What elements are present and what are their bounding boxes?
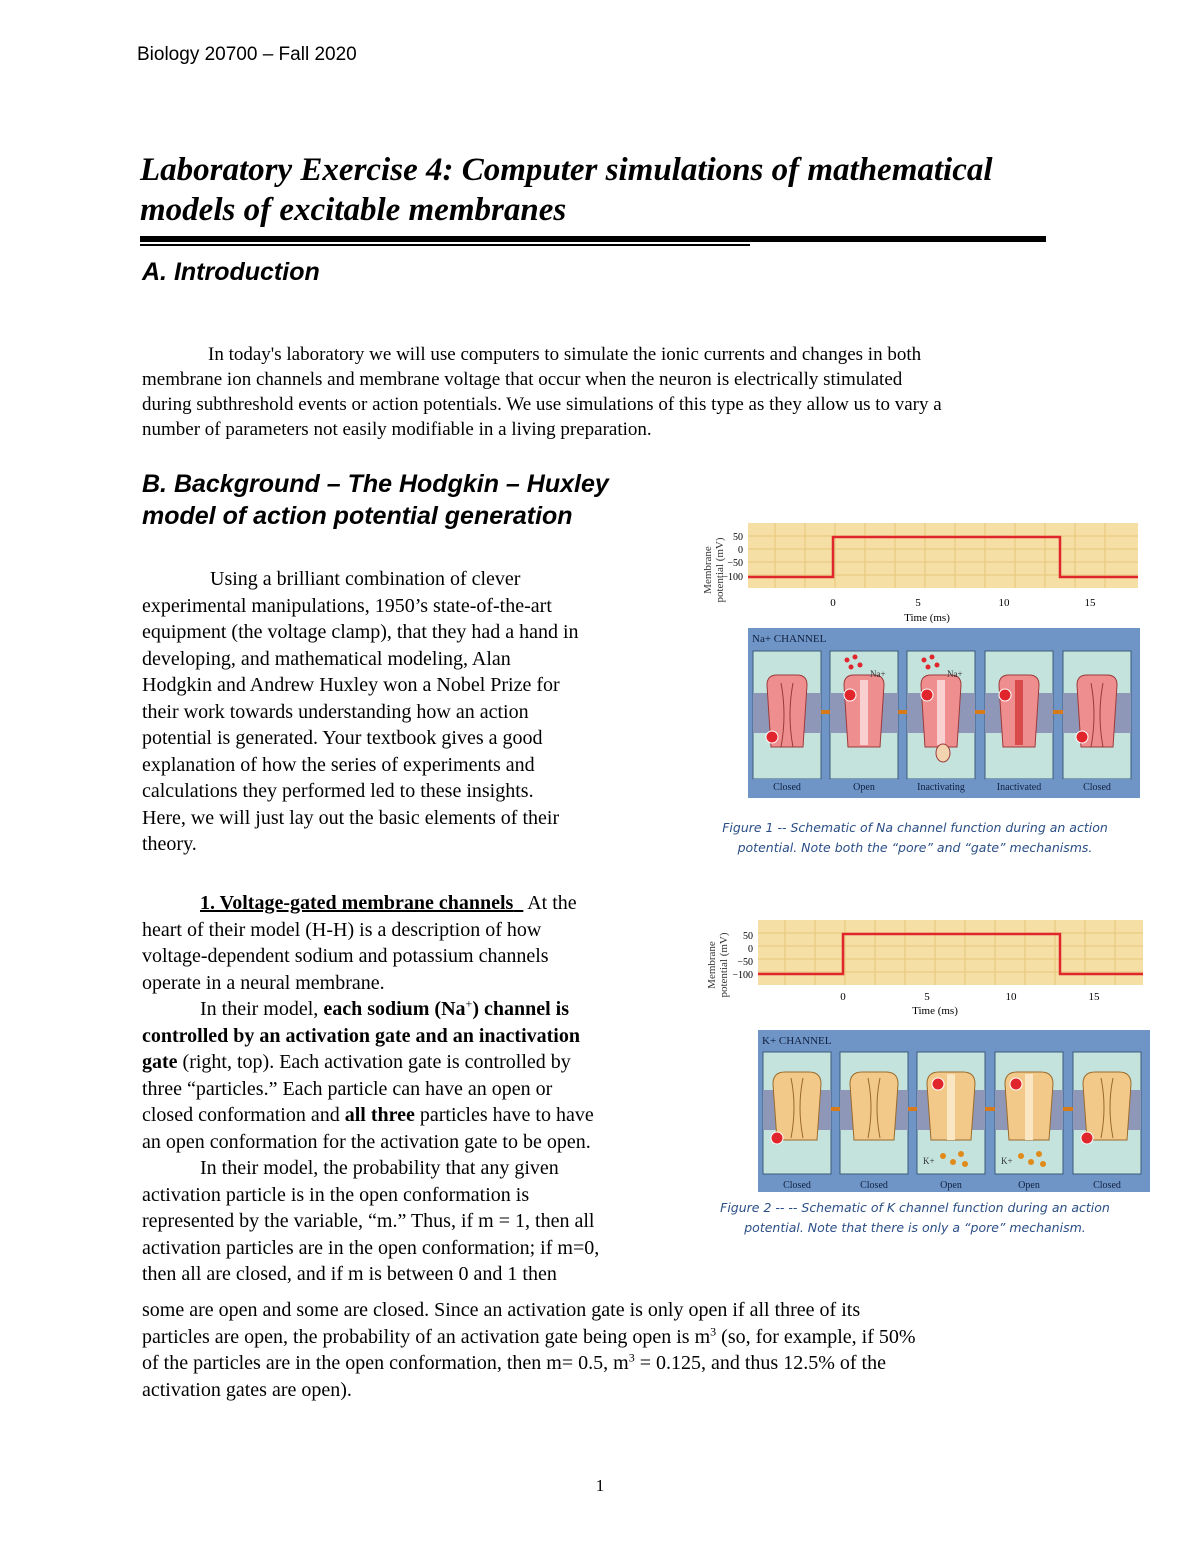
bold-fragment: gate (142, 1051, 178, 1073)
figure-1-na-channel (685, 515, 1155, 805)
text-line: represented by the variable, “m.” Thus, if m = 1, then all (142, 1210, 595, 1232)
superscript: + (465, 996, 473, 1011)
text-line: Here, we will just lay out the basic elements of their (142, 806, 560, 829)
caption-line: Figure 1 -- Schematic of Na channel function during an action (722, 820, 1108, 835)
xtick-label: 15 (1084, 597, 1096, 609)
text-line: an open conformation for the activation gate to be open. (142, 1130, 591, 1153)
text-line: then all are closed, and if m is between 0 and 1 then (142, 1263, 557, 1285)
text-fragment: closed conformation and (142, 1104, 345, 1126)
ylabel-line-1: Membrane (706, 941, 718, 989)
section-b-heading-line-1: B. Background – The Hodgkin – Huxley (142, 470, 609, 498)
channel-state-inactivating (907, 651, 975, 793)
text-fragment: In their model, (200, 998, 324, 1020)
xtick-label: 10 (1005, 991, 1017, 1003)
text-line: In their model, the probability that any given (200, 1157, 559, 1179)
text-line (142, 1324, 1102, 1351)
subsection-1-underline-gap (513, 892, 523, 914)
text-line: three “particles.” Each particle can have an open or (142, 1077, 553, 1100)
text-fragment: particles have to have (414, 1104, 594, 1126)
channel-state-open (917, 1052, 985, 1191)
caption-line: Figure 2 -- -- Schematic of K channel function during an action (720, 1200, 1110, 1215)
text-line: controlled by an activation gate and an inactivation (142, 1024, 580, 1047)
text-fragment: particles are open, the probability of an activation gate being open is m (142, 1325, 711, 1348)
text-line: their work towards understanding how an action (142, 700, 529, 723)
text-line: heart of their model (H-H) is a description of how (142, 918, 542, 941)
text-line: operate in a neural membrane. (142, 971, 385, 994)
subsection-1-continuation: At the (523, 892, 577, 914)
caption-line: potential. Note both the “pore” and “gate” mechanisms. (737, 840, 1093, 855)
figure-1-caption (665, 818, 1165, 858)
ytick-label: 0 (738, 545, 743, 556)
xtick-label: 5 (915, 597, 921, 609)
xtick-label: 0 (840, 991, 846, 1003)
bold-fragment: ) channel is (472, 998, 570, 1020)
section-b-heading-line-2: model of action potential generation (142, 502, 573, 530)
state-label: Open (853, 782, 875, 793)
xtick-label: 0 (830, 597, 836, 609)
intro-line: number of parameters not easily modifiable in a living preparation. (142, 419, 652, 440)
ytick-label: 50 (733, 532, 743, 543)
text-line: equipment (the voltage clamp), that they had a hand in (142, 621, 579, 643)
xtick-label: 15 (1088, 991, 1100, 1003)
text-line: potential is generated. Your textbook gives a good (142, 727, 543, 749)
figure-2-caption (665, 1198, 1165, 1238)
channel-state-closed (1073, 1052, 1141, 1191)
channel-state-inactivated (985, 651, 1053, 793)
text-line: Hodgkin and Andrew Huxley won a Nobel Prize for (142, 674, 560, 696)
ytick-label: −100 (732, 970, 753, 981)
bold-fragment: all three (344, 1104, 415, 1126)
ytick-label: −50 (727, 558, 743, 569)
channel-state-closed (840, 1052, 908, 1191)
text-line: explanation of how the series of experiments and (142, 753, 535, 776)
text-fragment: of the particles are in the open conformation, then m= 0.5, m (142, 1352, 629, 1374)
caption-line: potential. Note that there is only a “pore” mechanism. (744, 1220, 1086, 1235)
state-label: Closed (860, 1180, 888, 1191)
subsection-1-title: 1. Voltage-gated membrane channels (200, 892, 514, 914)
state-label: Open (940, 1180, 962, 1191)
state-label: Inactivated (996, 782, 1042, 793)
text-fragment: (so, for example, if 50% (716, 1325, 916, 1348)
text-line: activation particle is in the open conformation is (142, 1183, 530, 1206)
state-label: Closed (1083, 782, 1111, 793)
state-label: Closed (1093, 1180, 1121, 1191)
intro-line: during subthreshold events or action potentials. We use simulations of this type as they allow us to vary a (142, 394, 942, 415)
superscript: 3 (628, 1350, 635, 1365)
title-line-2: models of excitable membranes (140, 192, 567, 228)
background-paragraph-3 (142, 1297, 1102, 1403)
document-title (140, 150, 1060, 230)
section-b-heading (142, 468, 609, 532)
xlabel: Time (ms) (904, 612, 950, 624)
ytick-label: −100 (722, 572, 743, 583)
page-number: 1 (595, 1476, 605, 1495)
bold-fragment: each sodium (Na (323, 998, 466, 1020)
channel-state-closed (1063, 651, 1131, 793)
text-fragment: = 0.125, and thus 12.5% of the (634, 1352, 886, 1374)
state-label: Closed (773, 782, 801, 793)
text-line: experimental manipulations, 1950’s state-of-the-art (142, 594, 552, 617)
intro-line: In today's laboratory we will use computers to simulate the ionic currents and changes in both (208, 344, 922, 365)
ion-label: K+ (923, 1156, 935, 1166)
channel-state-open (830, 651, 898, 793)
title-rule-thin (140, 244, 750, 246)
section-a-heading: A. Introduction (142, 258, 320, 286)
figure-2-k-channel (695, 912, 1155, 1197)
background-paragraph-1 (142, 566, 682, 858)
xtick-label: 5 (924, 991, 930, 1003)
subsection-1-line (142, 890, 687, 917)
ytick-label: 0 (748, 944, 753, 955)
text-line: activation gates are open). (142, 1378, 352, 1401)
text-line: some are open and some are closed. Since an activation gate is only open if all three of its (142, 1299, 861, 1321)
ion-label: K+ (1001, 1156, 1013, 1166)
text-line (142, 1350, 1102, 1377)
text-line: voltage-dependent sodium and potassium channels (142, 945, 549, 967)
page-header: Biology 20700 – Fall 2020 (137, 44, 357, 65)
ion-label: Na+ (947, 669, 963, 679)
title-rule (140, 236, 1046, 242)
text-line: developing, and mathematical modeling, Alan (142, 647, 511, 670)
section-a-paragraph (142, 342, 1092, 442)
panel-label: K+ CHANNEL (762, 1035, 832, 1047)
state-label: Open (1018, 1180, 1040, 1191)
channel-state-open (995, 1052, 1063, 1191)
state-label: Closed (783, 1180, 811, 1191)
ylabel-line-2: potential (mV) (718, 932, 730, 998)
text-line: activation particles are in the open conformation; if m=0, (142, 1236, 600, 1259)
ytick-label: −50 (737, 957, 753, 968)
panel-label: Na+ CHANNEL (752, 633, 827, 645)
ytick-label: 50 (743, 931, 753, 942)
superscript: 3 (710, 1323, 717, 1338)
text-line: calculations they performed led to these insights. (142, 780, 534, 802)
channel-state-closed (763, 1052, 831, 1191)
text-line (142, 1049, 687, 1076)
state-label: Inactivating (917, 782, 965, 793)
text-line (142, 1102, 687, 1129)
ylabel-line-1: Membrane (702, 546, 714, 594)
ion-label: Na+ (870, 669, 886, 679)
background-paragraph-2 (142, 890, 687, 1288)
channel-state-closed (753, 651, 821, 793)
title-line-1: Laboratory Exercise 4: Computer simulations of mathematical (140, 152, 993, 188)
text-line (142, 996, 687, 1023)
text-line: Using a brilliant combination of clever (210, 568, 521, 590)
ylabel-line-2: potential (mV) (714, 537, 726, 603)
text-line: theory. (142, 833, 197, 855)
intro-line: membrane ion channels and membrane voltage that occur when the neuron is electrically stimulated (142, 369, 903, 390)
xtick-label: 10 (998, 597, 1010, 609)
xlabel: Time (ms) (912, 1005, 958, 1017)
text-fragment: (right, top). Each activation gate is controlled by (177, 1051, 571, 1073)
